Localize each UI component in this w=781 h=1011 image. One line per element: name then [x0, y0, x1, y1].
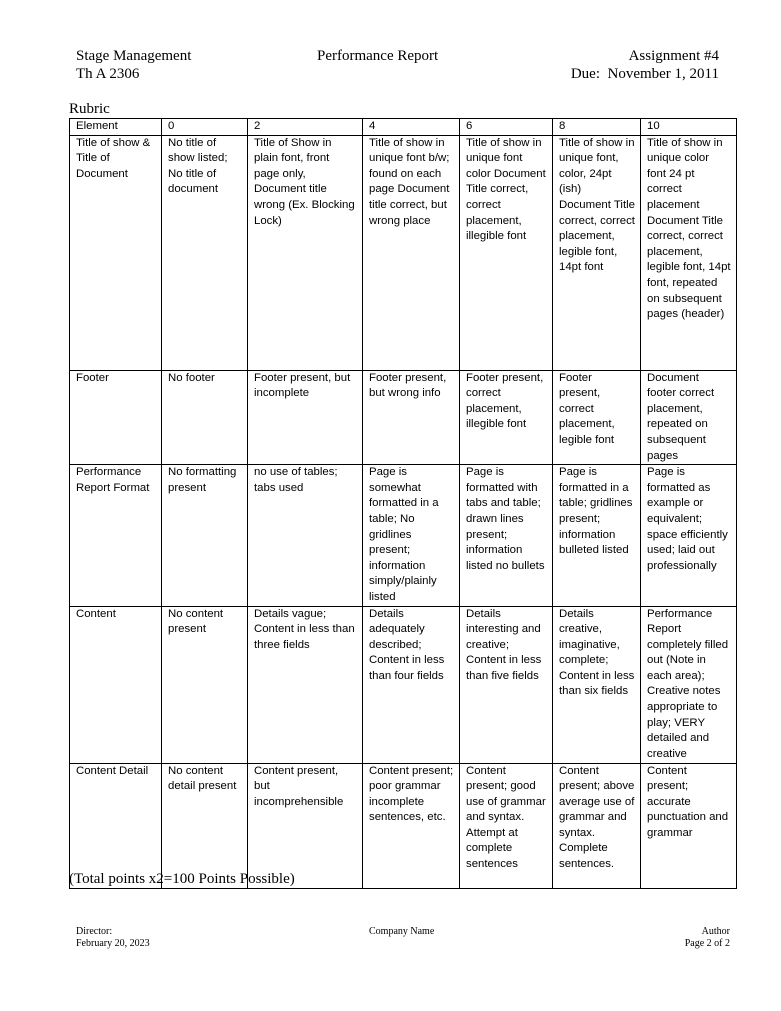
score-cell: Title of show in unique color font 24 pt correct placement Document Title correct, correct placement, legible font, 14pt font, repeated on subsequent pages (header) [641, 135, 737, 370]
rubric-row-content-detail [70, 763, 737, 888]
header-center [317, 47, 438, 65]
course-name: Stage Management [76, 48, 192, 64]
score-cell: Content present; above average use of grammar and syntax. Complete sentences. [553, 763, 641, 888]
score-cell: Title of show in unique font color Document Title correct, correct placement, illegible font [460, 135, 553, 370]
score-cell: No content present [162, 606, 248, 763]
score-cell: Page is somewhat formatted in a table; No gridlines present; information simply/plainly listed [363, 465, 460, 606]
column-header: 10 [641, 119, 737, 136]
element-cell: Content [70, 606, 162, 763]
score-cell: Footer present, but wrong info [363, 370, 460, 465]
footer-author: Author [701, 926, 730, 937]
score-cell: Page is formatted with tabs and table; drawn lines present; information listed no bullets [460, 465, 553, 606]
score-cell: Content present, but incomprehensible [248, 763, 363, 888]
score-cell: No footer [162, 370, 248, 465]
score-cell: Details vague; Content in less than three fields [248, 606, 363, 763]
due-date: Due: November 1, 2011 [570, 66, 719, 82]
score-cell: Title of show in unique font, color, 24pt (ish) Document Title correct, correct placement, legible font, 14pt font [553, 135, 641, 370]
score-cell: No formatting present [162, 465, 248, 606]
score-cell: Page is formatted as example or equivalent; space efficiently used; laid out professionally [641, 465, 737, 606]
column-header: 4 [363, 119, 460, 136]
score-cell: Details interesting and creative; Content in less than five fields [460, 606, 553, 763]
rubric-row-footer [70, 370, 737, 465]
document-title: Performance Report [317, 48, 439, 64]
footer-director: Director: [76, 926, 113, 937]
footer-left [76, 926, 150, 950]
rubric-table [69, 118, 737, 889]
element-cell: Title of show & Title of Document [70, 135, 162, 370]
column-header: 0 [162, 119, 248, 136]
score-cell: No title of show listed; No title of document [162, 135, 248, 370]
score-cell: no use of tables; tabs used [248, 465, 363, 606]
column-header: Element [70, 119, 162, 136]
score-cell: Details creative, imaginative, complete; Content in less than six fields [553, 606, 641, 763]
score-cell: Footer present, correct placement, legible font [553, 370, 641, 465]
header-left [76, 47, 191, 83]
column-header: 6 [460, 119, 553, 136]
rubric-row-title [70, 135, 737, 370]
score-cell: Title of Show in plain font, front page only, Document title wrong (Ex. Blocking Lock) [248, 135, 363, 370]
total-points-note: (Total points x2=100 Points Possible) [69, 871, 295, 887]
footer-page-number: Page 2 of 2 [684, 938, 730, 949]
score-cell: No content detail present [162, 763, 248, 888]
footer-company: Company Name [369, 926, 435, 937]
element-cell: Content Detail [70, 763, 162, 888]
column-header: 8 [553, 119, 641, 136]
footer-center [369, 926, 434, 938]
assignment-number: Assignment #4 [628, 48, 719, 64]
score-cell: Footer present, but incomplete [248, 370, 363, 465]
element-cell: Performance Report Format [70, 465, 162, 606]
score-cell: Content present; poor grammar incomplete sentences, etc. [363, 763, 460, 888]
score-cell: Content present; accurate punctuation and grammar [641, 763, 737, 888]
score-cell: Details adequately described; Content in less than four fields [363, 606, 460, 763]
course-code: Th A 2306 [76, 66, 140, 82]
score-cell: Title of show in unique font b/w; found on each page Document title correct, but wrong place [363, 135, 460, 370]
score-cell: Footer present, correct placement, illegible font [460, 370, 553, 465]
score-cell: Content present; good use of grammar and syntax. Attempt at complete sentences [460, 763, 553, 888]
element-cell: Footer [70, 370, 162, 465]
rubric-row-format [70, 465, 737, 606]
footer-right [685, 926, 730, 950]
header-right [571, 47, 719, 83]
score-cell: Performance Report completely filled out (Note in each area); Creative notes appropriate to play; VERY detailed and creative [641, 606, 737, 763]
score-cell: Page is formatted in a table; gridlines present; information bulleted listed [553, 465, 641, 606]
footer-date: February 20, 2023 [76, 938, 150, 949]
rubric-row-content [70, 606, 737, 763]
score-cell: Document footer correct placement, repeated on subsequent pages [641, 370, 737, 465]
column-header: 2 [248, 119, 363, 136]
rubric-header-row [70, 119, 737, 136]
rubric-heading: Rubric [69, 101, 110, 117]
